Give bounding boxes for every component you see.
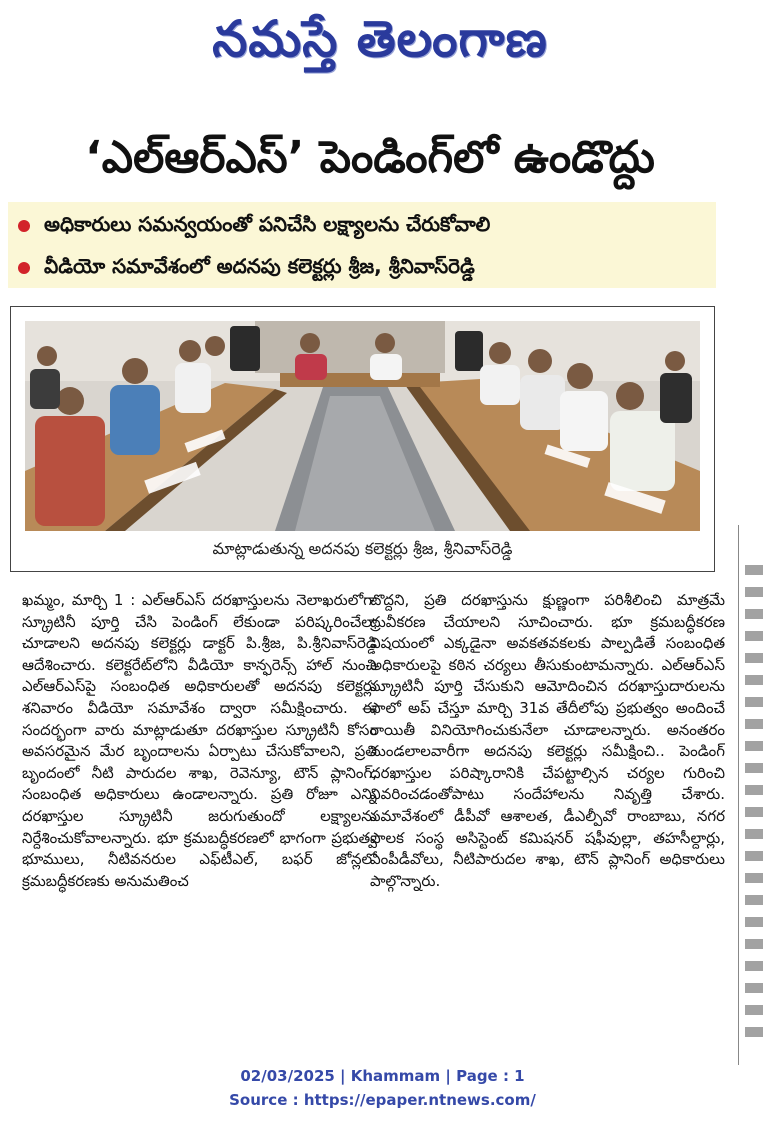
footer-date-line: 02/03/2025 | Khammam | Page : 1 bbox=[240, 1067, 525, 1085]
source-footer bbox=[0, 1064, 765, 1112]
article-column-left: ఖమ్మం, మార్చి 1 : ఎల్‌ఆర్‌ఎస్‌ దరఖాస్తులను నెలాఖరులోగా స్క్రూటినీ పూర్తి చేసి పెండింగ్‌ లేకుండా పరిష్కరించేలా చూడాలని అదనపు కలెక్టర్లు డాక్టర్‌ పి.శ్రీజ, పి.శ్రీనివాస్‌రెడ్డి ఆదేశించారు. కలెక్టరేట్‌లోని వీడియో కాన్ఫరెన్స్‌ హాల్‌ నుంచి ఎల్‌ఆర్‌ఎస్‌పై సంబంధిత అధికారులతో అదనపు కలెక్టర్లు శనివారం వీడియో సమావేశం ద్వారా సమీక్షించారు. ఈ సందర్భంగా వారు మాట్లాడుతూ దరఖాస్తుల స్క్రూటినీ కోసం అవసరమైన మేర బృందాలను ఏర్పాటు చేసుకోవాలని, ప్రతి బృందంలో నీటి పారుదల శాఖ, రెవెన్యూ, టౌన్‌ ప్లానింగ్‌, సంబంధిత అధికారులు ఉండాలన్నారు. ప్రతి రోజూ ఎన్ని దరఖాస్తుల స్క్రూటినీ జరుగుతుందో లక్ష్యాలను నిర్దేశించుకోవాలన్నారు. భూ క్రమబద్ధీకరణలో భాగంగా ప్రభుత్వ భూములు, నీటివనరుల ఎఫ్‌టీఎల్‌, బఫర్‌ జోన్లలో క్రమబద్ధీకరణకు అనుమతించ bbox=[22, 591, 377, 890]
subheadline-text: అధికారులు సమన్వయంతో పనిచేసి లక్ష్యాలను చేరుకోవాలి bbox=[44, 212, 491, 236]
subheadline-item bbox=[18, 204, 490, 244]
adjacent-article-edge bbox=[738, 525, 765, 1065]
meeting-photo bbox=[25, 321, 700, 531]
subheadline-item bbox=[18, 246, 475, 286]
headline: ‘ఎల్‌ఆర్‌ఎస్‌’ పెండింగ్‌లో ఉండొద్దు bbox=[85, 132, 655, 183]
subheadline-box bbox=[8, 202, 716, 288]
bullet-dot-icon bbox=[18, 220, 30, 232]
photo-caption: మాట్లాడుతున్న అదనపు కలెక్టర్లు శ్రీజ, శ్రీనివాస్‌రెడ్డి bbox=[212, 539, 513, 558]
photo-frame bbox=[10, 306, 715, 572]
article-column-right: చొద్దని, ప్రతి దరఖాస్తును క్షుణ్ణంగా పరిశీలించి మాత్రమే ధ్రువీకరణ చేయాలని సూచించారు. భూ క్రమబద్ధీకరణ విషయంలో ఎక్కడైనా అవకతవకలకు పాల్పడితే సంబంధిత అధికారులపై కఠిన చర్యలు తీసుకుంటామన్నారు. ఎల్‌ఆర్‌ఎస్‌ స్క్రూటినీ పూర్తి చేసుకుని ఆమోదించిన దరఖాస్తుదారులను ఫాలో అప్‌ చేస్తూ మార్చి 31వ తేదీలోపు ప్రభుత్వం అందించే రాయితీ వినియోగించుకునేలా చూడాలన్నారు. అనంతరం మండలాలవారీగా అదనపు కలెక్టర్లు సమీక్షించి.. పెండింగ్‌ దరఖాస్తుల పరిష్కారానికి చేపట్టాల్సిన చర్యల గురించి వివరించడంతోపాటు సందేహాలను నివృత్తి చేశారు. సమావేశంలో డీపీవో ఆశాలత, డీఎల్పీవో రాంబాబు, నగర పాలక సంస్థ అసిస్టెంట్‌ కమిషనర్‌ షఫీవుల్లా, తహసీల్దార్లు, ఎంపీడీవోలు, నీటిపారుదల శాఖ, టౌన్‌ ప్లానింగ్‌ అధికారులు పాల్గొన్నారు. bbox=[370, 591, 725, 890]
masthead-logo: నమస్తే తెలంగాణ bbox=[212, 10, 548, 68]
subheadline-text: వీడియో సమావేశంలో అదనపు కలెక్టర్లు శ్రీజ, శ్రీనివాస్‌రెడ్డి bbox=[44, 254, 475, 278]
bullet-dot-icon bbox=[18, 262, 30, 274]
footer-source-link[interactable]: Source : https://epaper.ntnews.com/ bbox=[229, 1091, 536, 1109]
